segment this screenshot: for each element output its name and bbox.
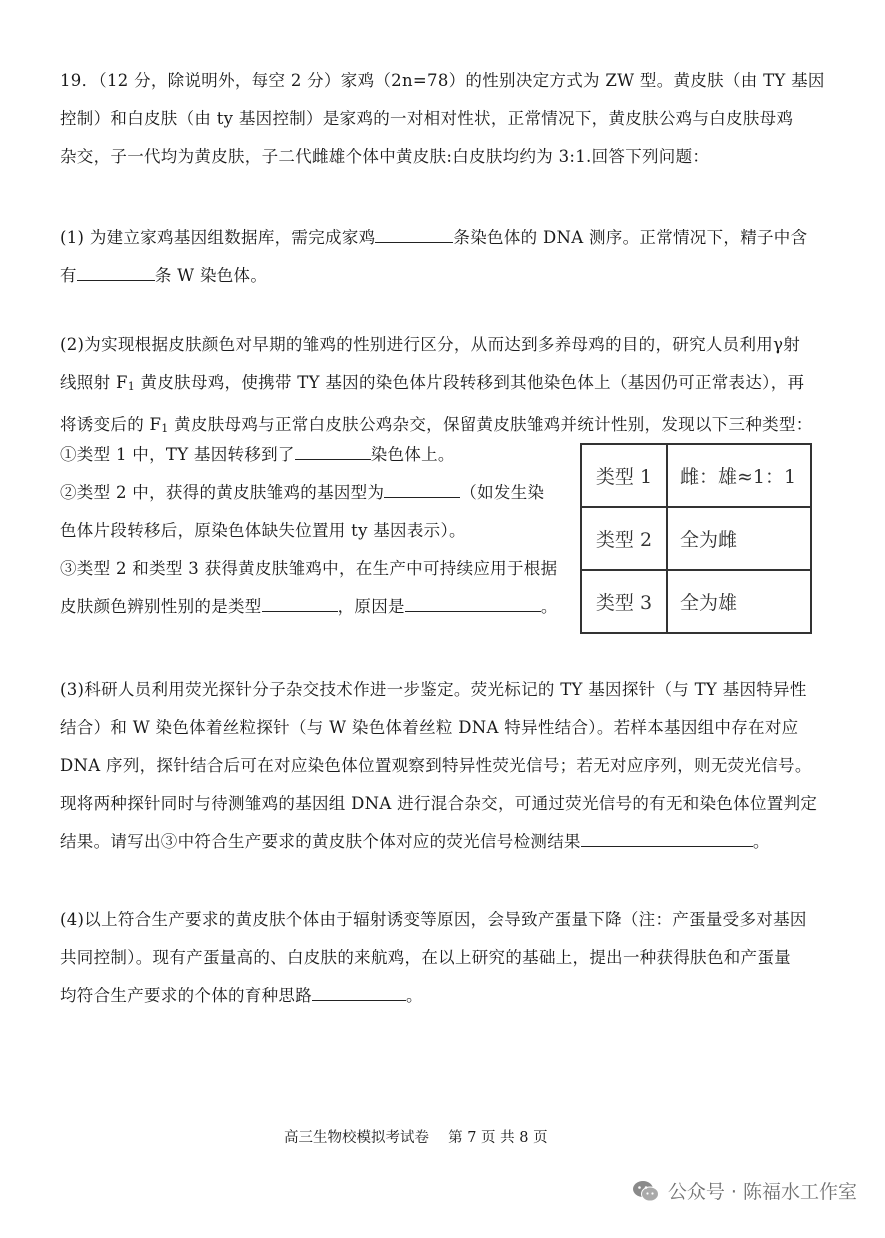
part-4-line: (4)以上符合生产要求的黄皮肤个体由于辐射诱变等原因，会导致产蛋量下降（注：产蛋量受多对基因 xyxy=(60,910,807,929)
watermark-text: 公众号 · 陈福水工作室 xyxy=(667,1181,857,1203)
part-1-line-2: 有 条 W 染色体。 xyxy=(60,257,830,295)
intro-line: 19．（12 分，除说明外，每空 2 分）家鸡（2n=78）的性别决定方式为 ZW 型。黄皮肤（由 TY 基因 xyxy=(60,71,825,90)
part-4 xyxy=(60,901,830,1015)
part-4-line: 共同控制）。现有产蛋量高的、白皮肤的来航鸡，在以上研究的基础上，提出一种获得肤色和产蛋量 xyxy=(60,948,791,967)
part-4-line: 均符合生产要求的个体的育种思路 。 xyxy=(60,977,830,1015)
answer-blank xyxy=(384,479,460,498)
type-result: 全为雌 xyxy=(667,507,811,570)
subquestion-3: ③类型 2 和类型 3 获得黄皮肤雏鸡中，在生产中可持续应用于根据 xyxy=(60,559,558,578)
subquestion-2-cont: 色体片段转移后，原染色体缺失位置用 ty 基因表示）。 xyxy=(60,521,466,540)
table-row xyxy=(581,507,811,570)
part-2-line-3: 将诱变后的 $F_1$ 黄皮肤母鸡与正常白皮肤公鸡杂交，保留黄皮肤雏鸡并统计性别，发现以下三种类型： xyxy=(60,415,813,435)
answer-blank xyxy=(77,262,155,281)
type-label: 类型 3 xyxy=(581,570,667,633)
answer-blank xyxy=(295,441,371,460)
part-2-line-1: (2)为实现根据皮肤颜色对早期的雏鸡的性别进行区分，从而达到多养母鸡的目的，研究人员利用γ射 xyxy=(60,335,801,354)
part-3-line: DNA 序列，探针结合后可在对应染色体位置观察到特异性荧光信号；若无对应序列，则无荧光信号。 xyxy=(60,756,812,775)
type-result: 雌：雄≈1：1 xyxy=(667,444,811,507)
answer-blank xyxy=(312,982,406,1001)
part-3-line: (3)科研人员利用荧光探针分子杂交技术作进一步鉴定。荧光标记的 TY 基因探针（与 TY 基因特异性 xyxy=(60,680,807,699)
part-3-line: 结合）和 W 染色体着丝粒探针（与 W 染色体着丝粒 DNA 特异性结合）。若样本基因组中存在对应 xyxy=(60,718,799,737)
answer-blank xyxy=(581,828,753,847)
watermark xyxy=(632,1177,857,1204)
types-table xyxy=(580,443,812,634)
type-result: 全为雄 xyxy=(667,570,811,633)
answer-blank xyxy=(262,593,338,612)
part-1-line-1: (1) 为建立家鸡基因组数据库，需完成家鸡 条染色体的 DNA 测序。正常情况下，精子中含 xyxy=(60,219,830,257)
type-label: 类型 1 xyxy=(581,444,667,507)
subquestion-1: ①类型 1 中，TY 基因转移到了 染色体上。 xyxy=(60,436,570,474)
intro-line: 控制）和白皮肤（由 ty 基因控制）是家鸡的一对相对性状，正常情况下，黄皮肤公鸡与白皮肤母鸡 xyxy=(60,109,794,128)
part-3-line: 结果。请写出③中符合生产要求的黄皮肤个体对应的荧光信号检测结果 。 xyxy=(60,823,830,861)
answer-blank xyxy=(375,224,453,243)
page-footer: 高三生物校模拟考试卷 第 7 页 共 8 页 xyxy=(284,1130,548,1146)
part-3-line: 现将两种探针同时与待测雏鸡的基因组 DNA 进行混合杂交，可通过荧光信号的有无和染色体位置判定 xyxy=(60,794,818,813)
type-label: 类型 2 xyxy=(581,507,667,570)
part-1 xyxy=(60,219,830,295)
answer-blank xyxy=(405,593,541,612)
subquestion-3-cont: 皮肤颜色辨别性别的是类型 ，原因是 。 xyxy=(60,588,570,626)
table-row xyxy=(581,444,811,507)
question-intro xyxy=(60,62,830,176)
subquestion-2: ②类型 2 中，获得的黄皮肤雏鸡的基因型为 （如发生染 xyxy=(60,474,570,512)
part-2-subquestions xyxy=(60,436,570,626)
table-row xyxy=(581,570,811,633)
part-3 xyxy=(60,671,830,861)
wechat-icon xyxy=(632,1179,660,1203)
part-2-intro xyxy=(60,326,830,448)
intro-line: 杂交，子一代均为黄皮肤，子二代雌雄个体中黄皮肤:白皮肤均约为 3:1.回答下列问题： xyxy=(60,147,710,166)
part-2-line-2: 线照射 $F_1$ 黄皮肤母鸡，使携带 TY 基因的染色体片段转移到其他染色体上（基因仍可正常表达），再 xyxy=(60,373,805,393)
